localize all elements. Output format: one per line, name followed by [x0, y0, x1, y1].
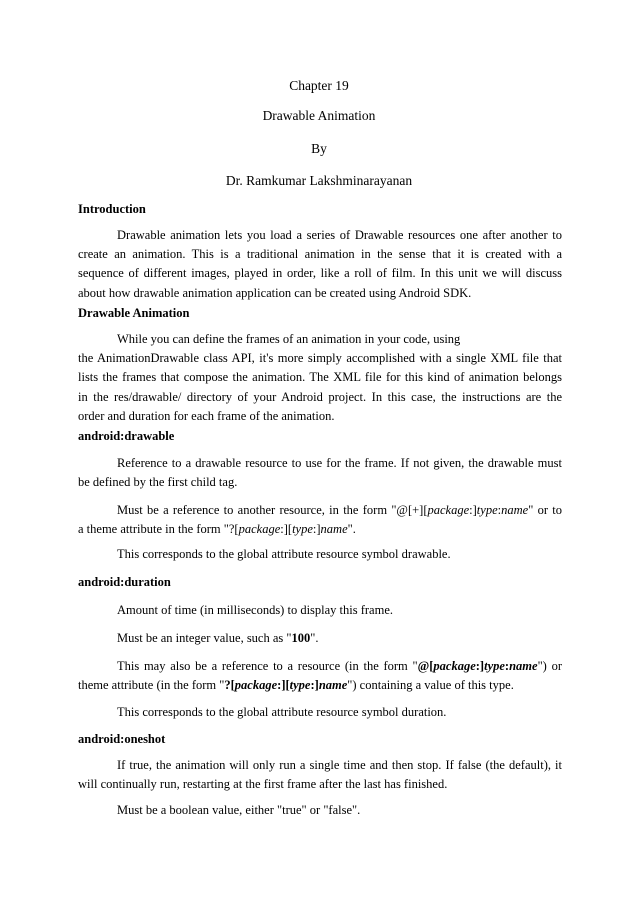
text-line: in the res/drawable/ directory of your Android project. In this case, the instructions are the: [78, 389, 562, 404]
text-line: Must be a reference to another resource, in the form "@[+][package:]type:name" or to: [117, 503, 562, 517]
text-line: sequence of different images, played in order, like a roll of film. In this unit we will discuss: [78, 266, 562, 281]
byline: By: [311, 141, 327, 156]
chapter-number: Chapter 19: [289, 78, 349, 93]
heading-android-oneshot: android:oneshot: [78, 732, 166, 746]
text-line: Drawable animation lets you load a series of Drawable resources one after another to: [117, 228, 562, 242]
chapter-title: Drawable Animation: [262, 108, 376, 123]
text-line: This may also be a reference to a resource (in the form "@[package:]type:name") or: [117, 659, 562, 673]
paragraph-duration-symbol: This corresponds to the global attribute resource symbol duration.: [117, 705, 447, 719]
paragraph-duration-integer: Must be an integer value, such as "100".: [117, 631, 319, 645]
text-line: the AnimationDrawable class API, it's more simply accomplished with a single XML file that: [78, 351, 562, 366]
paragraph-drawable-symbol: This corresponds to the global attribute resource symbol drawable.: [117, 547, 451, 561]
text-line: order and duration for each frame of the animation.: [78, 408, 335, 423]
text-line: theme attribute (in the form "?[package:][type:]name") containing a value of this type.: [78, 678, 514, 693]
text-line: While you can define the frames of an animation in your code, using: [117, 332, 461, 346]
text-line: about how drawable animation application can be created using Android SDK.: [78, 285, 472, 300]
paragraph-duration-amount: Amount of time (in milliseconds) to display this frame.: [117, 603, 394, 617]
text-line: lists the frames that compose the animation. The XML file for this kind of animation belongs: [78, 370, 562, 385]
text-line: be defined by the first child tag.: [78, 475, 238, 490]
paragraph-drawable-animation: [78, 330, 562, 426]
heading-introduction: Introduction: [78, 202, 146, 216]
text-line: a theme attribute in the form "?[package:][type:]name".: [78, 522, 356, 537]
text-line: If true, the animation will only run a single time and then stop. If false (the default), it: [117, 758, 562, 772]
paragraph-introduction: [78, 226, 562, 303]
heading-drawable-animation: Drawable Animation: [78, 306, 190, 320]
heading-android-duration: android:duration: [78, 575, 171, 589]
paragraph-drawable-form: [78, 501, 562, 539]
paragraph-drawable-reference: [78, 454, 562, 492]
text-line: Reference to a drawable resource to use for the frame. If not given, the drawable must: [117, 456, 562, 470]
paragraph-duration-reference: [78, 657, 562, 695]
heading-android-drawable: android:drawable: [78, 429, 175, 443]
paragraph-oneshot-behavior: [78, 756, 562, 794]
text-line: will continually run, restarting at the first frame after the last has finished.: [78, 777, 448, 792]
paragraph-oneshot-boolean: Must be a boolean value, either "true" or "false".: [117, 803, 361, 817]
text-line: create an animation. This is a traditional animation in the sense that it is created with a: [78, 247, 562, 262]
author-name: Dr. Ramkumar Lakshminarayanan: [225, 173, 413, 188]
